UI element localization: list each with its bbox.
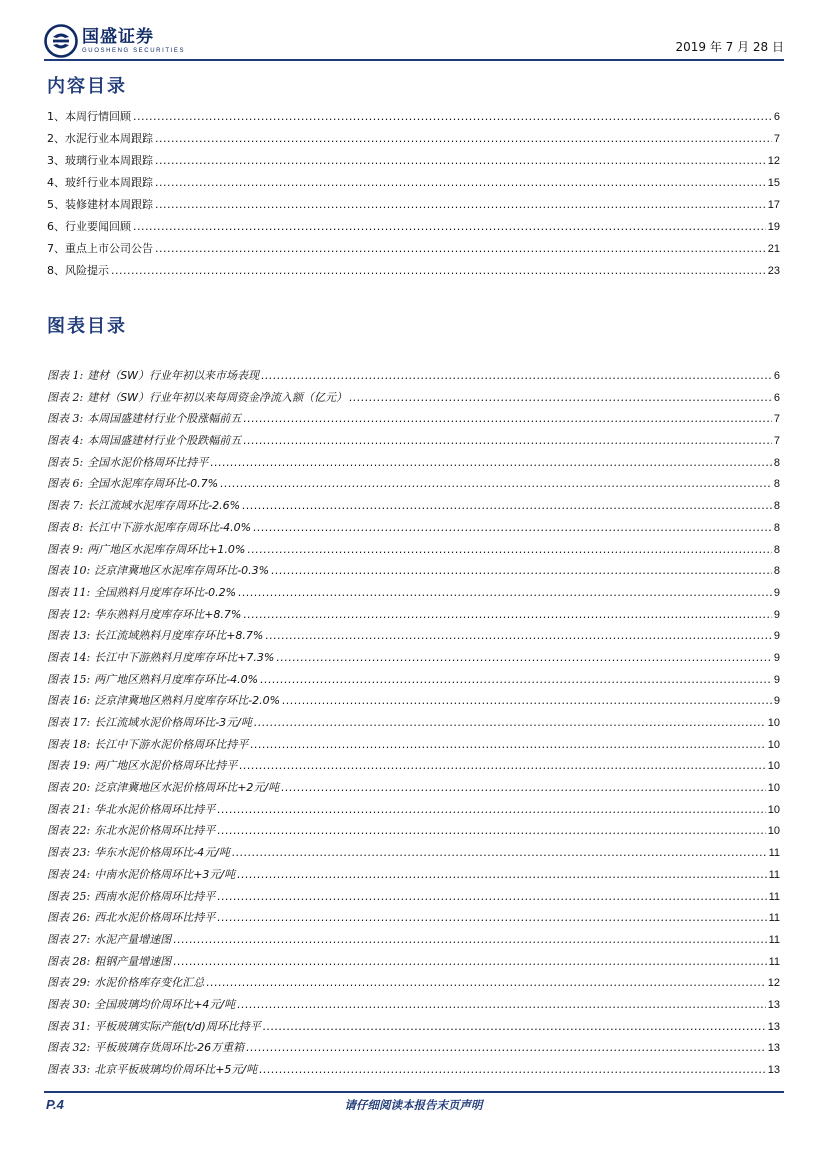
page-ref: 11 [768,955,780,968]
entry-label [47,262,109,278]
figure-entry[interactable] [47,779,780,801]
entry-label [47,584,236,600]
entry-text: 华北水泥价格周环比持平 [94,802,216,816]
logo-name-en: GUOSHENG SECURITIES [82,48,186,54]
figure-entry[interactable] [47,1039,780,1061]
page-ref: 13 [767,998,780,1011]
dot-leader [263,1020,766,1033]
dot-leader [155,132,772,145]
entry-label [47,454,208,470]
figure-number: 图表 11: [47,585,91,599]
page-ref: 8 [773,478,780,491]
figure-number: 图表 14: [47,650,91,664]
dot-leader [254,716,766,729]
page-ref: 9 [773,695,780,708]
entry-label [47,432,241,448]
figure-number: 图表 27: [47,932,91,946]
figure-entry[interactable] [47,606,780,628]
figure-entry[interactable] [47,562,780,584]
dot-leader [217,911,766,924]
page-ref: 12 [767,977,780,990]
figure-number: 图表 22: [47,824,91,838]
figures-list [47,367,780,1083]
entry-label [47,1061,257,1077]
entry-text: 水泥产量增速图 [94,932,172,946]
page-number: P.4 [46,1097,64,1112]
entry-label [47,497,240,513]
entry-label [47,866,235,882]
entry-label [47,757,237,773]
page-ref: 10 [767,738,780,751]
contents-list [47,108,780,284]
page-ref: 8 [773,521,780,534]
entry-text: 长江中下游水泥库存周环比-4.0% [87,520,252,534]
entry-text: 西北水泥价格周环比持平 [94,911,216,925]
entry-text: 4、玻纤行业本周跟踪 [47,176,153,189]
page-ref: 21 [767,243,780,255]
dot-leader [206,976,766,989]
entry-label [47,996,235,1012]
figure-number: 图表 33: [47,1063,91,1076]
page-ref: 10 [767,825,780,838]
entry-label [47,692,280,708]
page-ref: 11 [768,890,780,903]
dot-leader [217,824,766,837]
entry-text: 长江中下游熟料月度库存环比+7.3% [94,650,275,664]
figure-entry[interactable] [47,909,780,931]
figure-entry[interactable] [47,931,780,953]
figure-entry[interactable] [47,974,780,996]
entry-label [47,108,131,124]
entry-label [47,367,259,383]
figure-number: 图表 26: [47,911,91,925]
figure-number: 图表 7: [47,499,84,513]
entry-text: 两广地区熟料月度库存环比-4.0% [94,672,259,686]
entry-text: 全国水泥价格周环比持平 [87,455,209,469]
report-date: 2019 年 7 月 28 日 [675,40,784,54]
dot-leader [243,412,772,425]
entry-label [47,974,204,990]
page-ref: 6 [773,391,780,404]
dot-leader [217,803,766,816]
figure-number: 图表 2: [47,390,84,404]
page-ref: 13 [767,1042,780,1055]
entry-label [47,174,153,190]
figure-entry[interactable] [47,757,780,779]
entry-label [47,627,263,643]
page-ref: 7 [773,133,780,145]
dot-leader [259,1063,766,1076]
entry-text: 建材（SW）行业年初以来市场表现 [87,369,260,382]
dot-leader [232,846,767,859]
entry-label [47,541,245,557]
entry-text: 1、本周行情回顾 [47,110,131,123]
figure-number: 图表 6: [47,477,84,491]
page-ref: 11 [768,933,780,946]
dot-leader [155,176,766,189]
entry-label [47,779,279,795]
page-ref: 11 [768,912,780,925]
dot-leader [220,477,772,490]
figure-entry[interactable] [47,888,780,910]
entry-text: 本周国盛建材行业个股涨幅前五 [87,412,242,426]
entry-label [47,519,251,535]
entry-text: 泛京津冀地区熟料月度库存环比-2.0% [94,694,281,708]
figure-number: 图表 3: [47,412,84,426]
footer-divider [44,1091,784,1093]
figure-number: 图表 10: [47,564,91,578]
contents-entry[interactable] [47,218,780,240]
dot-leader [243,608,772,621]
entry-label [47,801,215,817]
header-divider [44,59,784,61]
dot-leader [253,521,772,534]
page-ref: 10 [767,760,780,773]
figure-number: 图表 5: [47,455,84,469]
figure-entry[interactable] [47,410,780,432]
company-logo [44,22,185,60]
entry-label [47,240,153,256]
entry-label [47,714,252,730]
entry-label [47,562,269,578]
entry-text: 建材（SW）行业年初以来每周资金净流入额（亿元） [87,390,348,404]
figure-entry[interactable] [47,475,780,497]
entry-label [47,671,258,687]
entry-text: 全国玻璃均价周环比+4元/吨 [94,997,236,1011]
entry-label [47,909,215,925]
page-header [44,22,784,62]
figure-entry[interactable] [47,584,780,606]
entry-text: 两广地区水泥库存周环比+1.0% [87,542,246,556]
dot-leader [238,586,772,599]
figure-number: 图表 19: [47,759,91,773]
dot-leader [246,1041,766,1054]
dot-leader [155,198,766,211]
entry-text: 全国水泥库存周环比-0.7% [87,477,219,491]
entry-text: 水泥价格库存变化汇总 [94,976,205,990]
figure-entry[interactable] [47,454,780,476]
contents-entry[interactable] [47,196,780,218]
entry-text: 东北水泥价格周环比持平 [94,824,216,838]
contents-entry[interactable] [47,174,780,196]
dot-leader [250,738,766,751]
figure-entry[interactable] [47,519,780,541]
figure-number: 图表 29: [47,976,91,990]
dot-leader [261,369,772,382]
page-ref: 9 [773,651,780,664]
figure-entry[interactable] [47,627,780,649]
entry-text: 长江流域熟料月度库存环比+8.7% [94,629,264,643]
dot-leader [237,868,766,881]
page-ref: 9 [773,630,780,643]
entry-text: 平板玻璃实际产能(t/d)周环比持平 [94,1019,261,1033]
figure-entry[interactable] [47,866,780,888]
entry-text: 7、重点上市公司公告 [47,242,153,255]
entry-text: 泛京津冀地区水泥库存周环比-0.3% [94,564,270,578]
entry-text: 北京平板玻璃均价周环比+5元/吨 [94,1063,258,1076]
page-ref: 8 [773,456,780,469]
figure-number: 图表 17: [47,716,91,729]
contents-entry[interactable] [47,152,780,174]
disclaimer-note: 请仔细阅读本报告末页声明 [344,1098,483,1112]
entry-text: 6、行业要闻回顾 [47,220,131,233]
dot-leader [239,759,766,772]
page-ref: 13 [767,1064,780,1076]
entry-label [47,888,215,904]
figure-entry[interactable] [47,671,780,693]
contents-entry[interactable] [47,240,780,262]
figures-title: 图表目录 [47,316,127,337]
contents-entry[interactable] [47,108,780,130]
entry-text: 粗钢产量增速图 [94,954,172,968]
entry-label [47,152,153,168]
figure-number: 图表 23: [47,846,91,860]
dot-leader [210,456,772,469]
page-ref: 6 [773,370,780,382]
dot-leader [173,955,766,968]
entry-text: 2、水泥行业本周跟踪 [47,132,153,145]
entry-label [47,736,248,752]
page-ref: 10 [767,717,780,729]
figure-entry[interactable] [47,1018,780,1040]
entry-label [47,844,230,860]
entry-label [47,196,153,212]
entry-label [47,389,347,405]
entry-text: 本周国盛建材行业个股跌幅前五 [87,434,242,448]
figure-number: 图表 16: [47,694,91,708]
entry-label [47,1039,244,1055]
dot-leader [281,781,766,794]
figure-number: 图表 18: [47,737,91,751]
entry-text: 长江流域水泥价格周环比-3元/吨 [94,716,252,729]
entry-label [47,1018,261,1034]
page-ref: 19 [767,221,780,233]
entry-label [47,822,215,838]
dot-leader [111,264,766,277]
page-ref: 6 [773,111,780,123]
figure-entry[interactable] [47,432,780,454]
contents-entry[interactable] [47,262,780,284]
page-ref: 10 [767,782,780,795]
page-ref: 9 [773,673,780,686]
figure-entry[interactable] [47,649,780,671]
dot-leader [243,434,772,447]
dot-leader [133,220,766,233]
figure-number: 图表 31: [47,1019,91,1033]
dot-leader [237,998,766,1011]
figure-entry[interactable] [47,714,780,736]
dot-leader [282,694,772,707]
figure-entry[interactable] [47,801,780,823]
figure-entry[interactable] [47,497,780,519]
page-ref: 15 [767,177,780,189]
entry-text: 5、装修建材本周跟踪 [47,198,153,211]
figure-entry[interactable] [47,389,780,411]
figure-number: 图表 28: [47,954,91,968]
entry-text: 长江流域水泥库存周环比-2.6% [87,499,241,513]
entry-text: 8、风险提示 [47,264,109,277]
page-ref: 10 [767,803,780,816]
entry-label [47,953,171,969]
entry-label [47,931,171,947]
dot-leader [242,499,772,512]
figure-entry[interactable] [47,953,780,975]
entry-text: 平板玻璃存货周环比-26万重箱 [94,1041,245,1055]
logo-name-cn: 国盛证券 [82,27,154,47]
figure-number: 图表 32: [47,1041,91,1055]
figure-entry[interactable] [47,822,780,844]
page-ref: 23 [767,265,780,277]
page-ref: 11 [768,847,780,860]
dot-leader [260,673,772,686]
entry-label [47,410,241,426]
page-ref: 9 [773,608,780,621]
entry-label [47,475,218,491]
page-ref: 8 [773,500,780,513]
contents-entry[interactable] [47,130,780,152]
figure-number: 图表 25: [47,889,91,903]
figure-number: 图表 4: [47,434,84,448]
entry-text: 华东水泥价格周环比-4元/吨 [94,846,230,860]
figure-entry[interactable] [47,736,780,758]
figure-number: 图表 30: [47,997,91,1011]
dot-leader [155,154,766,167]
figure-entry[interactable] [47,1061,780,1083]
figure-number: 图表 24: [47,867,91,881]
figure-number: 图表 12: [47,607,91,621]
figure-entry[interactable] [47,367,780,389]
dot-leader [247,543,772,556]
dot-leader [173,933,766,946]
entry-text: 泛京津冀地区水泥价格周环比+2元/吨 [94,781,280,795]
page-ref: 17 [767,199,780,211]
figure-number: 图表 21: [47,802,91,816]
dot-leader [265,629,772,642]
figure-number: 图表 15: [47,672,91,686]
figure-number: 图表 1: [47,369,84,382]
entry-text: 长江中下游水泥价格周环比持平 [94,737,249,751]
entry-label [47,218,131,234]
page-ref: 11 [768,868,780,881]
figure-entry[interactable] [47,541,780,563]
figure-entry[interactable] [47,692,780,714]
dot-leader [271,564,772,577]
figure-number: 图表 20: [47,781,91,795]
entry-text: 全国熟料月度库存环比-0.2% [94,585,237,599]
dot-leader [276,651,772,664]
page-ref: 7 [773,413,780,426]
entry-text: 中南水泥价格周环比+3元/吨 [94,867,236,881]
page-ref: 9 [773,586,780,599]
dot-leader [155,242,766,255]
entry-label [47,606,241,622]
figure-number: 图表 8: [47,520,84,534]
dot-leader [217,890,766,903]
page-ref: 7 [773,435,780,448]
figure-entry[interactable] [47,844,780,866]
entry-text: 西南水泥价格周环比持平 [94,889,216,903]
page-ref: 8 [773,565,780,578]
dot-leader [133,110,772,123]
entry-label [47,649,274,665]
entry-text: 华东熟料月度库存环比+8.7% [94,607,242,621]
entry-text: 两广地区水泥价格周环比持平 [94,759,238,773]
figure-number: 图表 9: [47,542,84,556]
figure-number: 图表 13: [47,629,91,643]
entry-text: 3、玻璃行业本周跟踪 [47,154,153,167]
guosheng-logo-icon [44,24,78,58]
page-ref: 8 [773,543,780,556]
page-ref: 12 [767,155,780,167]
contents-title: 内容目录 [47,76,127,97]
page-ref: 13 [767,1020,780,1033]
figure-entry[interactable] [47,996,780,1018]
dot-leader [349,391,772,404]
entry-label [47,130,153,146]
